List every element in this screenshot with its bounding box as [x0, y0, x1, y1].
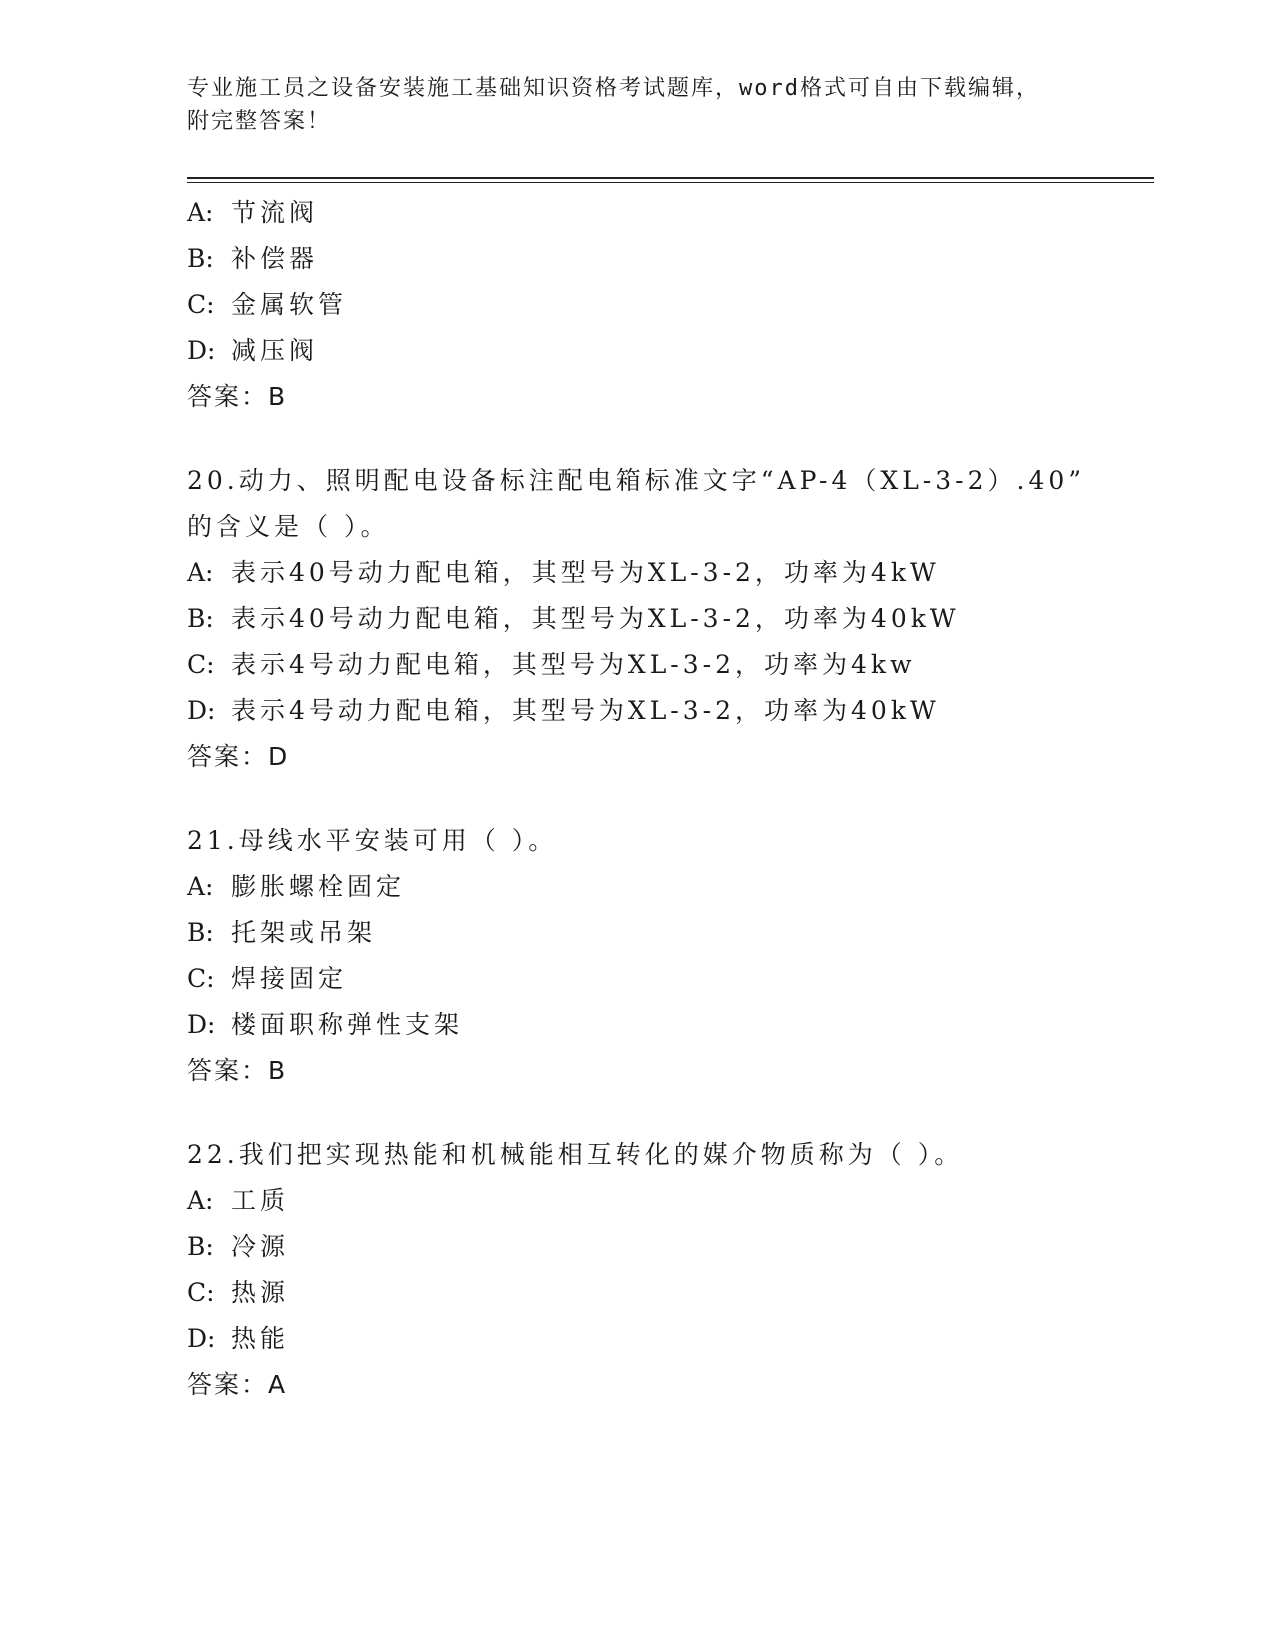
question-22	[187, 1132, 1154, 1408]
option-label: A:	[187, 558, 214, 587]
option-b	[187, 596, 1154, 642]
option-label: D:	[187, 336, 216, 365]
header-line-1: 专业施工员之设备安装施工基础知识资格考试题库，word格式可自由下载编辑，	[187, 76, 1040, 101]
option-text: 减压阀	[231, 336, 319, 365]
header-line-2: 附完整答案！	[187, 109, 332, 134]
answer: 答案：B	[187, 382, 288, 411]
option-label: D:	[187, 1010, 216, 1039]
option-label: A:	[187, 1186, 214, 1215]
option-text: 楼面职称弹性支架	[231, 1010, 464, 1039]
option-text: 工质	[231, 1186, 290, 1215]
option-b	[187, 910, 1154, 956]
option-d	[187, 1316, 1154, 1362]
option-c	[187, 642, 1154, 688]
option-label: B:	[187, 244, 214, 273]
option-a	[187, 550, 1154, 596]
option-text: 冷源	[231, 1232, 290, 1261]
question-20	[187, 458, 1154, 780]
option-text: 焊接固定	[231, 964, 348, 993]
option-a	[187, 190, 1154, 236]
option-text: 热能	[231, 1324, 290, 1353]
option-label: D:	[187, 1324, 216, 1353]
option-label: A:	[187, 872, 214, 901]
option-text: 补偿器	[231, 244, 319, 273]
option-text: 表示40号动力配电箱，其型号为XL-3-2，功率为40kW	[231, 604, 960, 633]
option-label: B:	[187, 1232, 214, 1261]
option-text: 节流阀	[231, 198, 319, 227]
question-stem-continued: 的含义是（ ）。	[187, 512, 390, 541]
option-c	[187, 1270, 1154, 1316]
option-b	[187, 236, 1154, 282]
question-stem: 20.动力、照明配电设备标注配电箱标准文字“AP-4（XL-3-2）.40”	[187, 466, 1086, 495]
option-text: 金属软管	[231, 290, 348, 319]
document-header	[187, 72, 1067, 138]
option-label: B:	[187, 604, 214, 633]
header-divider-thick	[187, 177, 1154, 179]
option-c	[187, 956, 1154, 1002]
option-label: B:	[187, 918, 214, 947]
question-stem: 22.我们把实现热能和机械能相互转化的媒介物质称为（ ）。	[187, 1140, 964, 1169]
option-a	[187, 864, 1154, 910]
option-a	[187, 1178, 1154, 1224]
answer: 答案：D	[187, 742, 290, 771]
option-label: C:	[187, 290, 215, 319]
header-divider-thin	[187, 182, 1154, 183]
option-text: 表示40号动力配电箱，其型号为XL-3-2，功率为4kW	[231, 558, 940, 587]
answer: 答案：B	[187, 1056, 288, 1085]
option-label: C:	[187, 1278, 215, 1307]
option-d	[187, 328, 1154, 374]
option-text: 托架或吊架	[231, 918, 377, 947]
option-b	[187, 1224, 1154, 1270]
question-19	[187, 190, 1154, 420]
question-21	[187, 818, 1154, 1094]
option-text: 热源	[231, 1278, 290, 1307]
option-text: 表示4号动力配电箱，其型号为XL-3-2，功率为40kW	[231, 696, 940, 725]
option-label: D:	[187, 696, 216, 725]
option-c	[187, 282, 1154, 328]
option-label: C:	[187, 650, 215, 679]
option-d	[187, 688, 1154, 734]
option-text: 表示4号动力配电箱，其型号为XL-3-2，功率为4kw	[231, 650, 916, 679]
option-label: A:	[187, 198, 214, 227]
question-list	[187, 190, 1154, 1408]
option-label: C:	[187, 964, 215, 993]
question-stem: 21.母线水平安装可用（ ）。	[187, 826, 558, 855]
option-d	[187, 1002, 1154, 1048]
answer: 答案：A	[187, 1370, 288, 1399]
option-text: 膨胀螺栓固定	[231, 872, 406, 901]
